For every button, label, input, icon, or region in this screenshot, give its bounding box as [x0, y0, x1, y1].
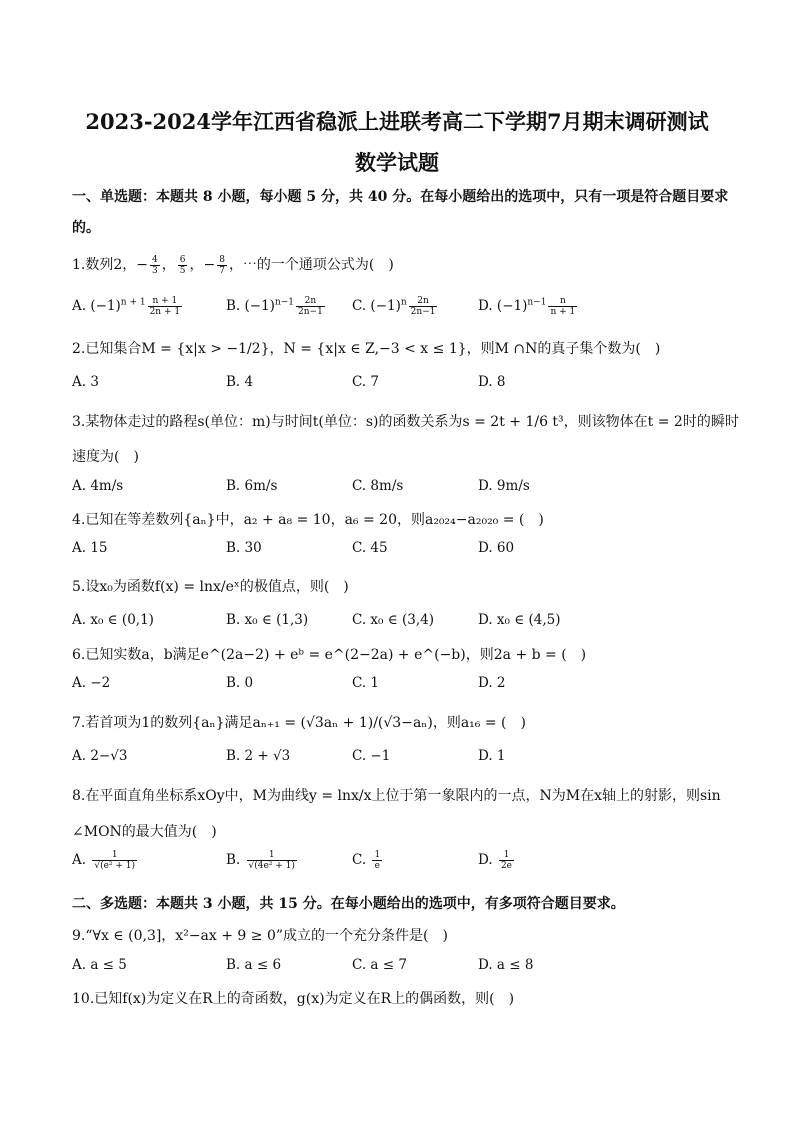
- q4-option-c[interactable]: C. 45: [352, 540, 388, 556]
- q9-option-b[interactable]: B. a ≤ 6: [226, 957, 282, 973]
- q9-option-d[interactable]: D. a ≤ 8: [478, 957, 534, 973]
- question-4-options: [72, 540, 752, 566]
- q6-option-c[interactable]: C. 1: [352, 675, 380, 691]
- q3-option-c[interactable]: C. 8m/s: [352, 478, 404, 494]
- question-1: 1.数列2，− $\frac{4}{3}$ ， $\frac{6}{5}$ ，− $\frac{8}{7}$ ，⋯的一个通项公式为( ): [72, 254, 394, 276]
- section1-heading-cont: 的。: [72, 220, 100, 236]
- q4-option-a[interactable]: A. 15: [72, 540, 108, 556]
- q6-option-d[interactable]: D. 2: [478, 675, 506, 691]
- question-2: 2.已知集合M = {x|x > −1/2}，N = {x|x ∈ Z,−3 < x ≤ 1}，则M ∩N的真子集个数为( ): [72, 341, 661, 357]
- q2-option-b[interactable]: B. 4: [226, 374, 254, 390]
- q2-option-d[interactable]: D. 8: [478, 374, 506, 390]
- question-6-options: [72, 675, 752, 701]
- question-3: 3.某物体走过的路程s(单位：m)与时间t(单位：s)的函数关系为s = 2t + 1/6 t³，则该物体在t = 2时的瞬时: [72, 414, 739, 430]
- q6-option-b[interactable]: B. 0: [226, 675, 254, 691]
- question-3-cont: 速度为( ): [72, 449, 139, 465]
- question-1-options: [72, 296, 752, 322]
- q9-option-a[interactable]: A. a ≤ 5: [72, 957, 127, 973]
- q7-option-b[interactable]: B. 2 + √3: [226, 748, 291, 764]
- question-4: 4.已知在等差数列{aₙ}中，a₂ + a₈ = 10，a₆ = 20，则a₂₀₂₄−a₂₀₂₀ = ( ): [72, 512, 544, 528]
- q6-option-a[interactable]: A. −2: [72, 675, 111, 691]
- question-8-options: [72, 850, 752, 876]
- q7-option-a[interactable]: A. 2−√3: [72, 748, 128, 764]
- q8-option-a[interactable]: A. $\frac{1}{\text{√(e² + 1)}}$: [72, 850, 136, 871]
- section2-heading: 二、多选题：本题共 3 小题，共 15 分。在每小题给出的选项中，有多项符合题目要求。: [72, 896, 625, 912]
- q3-option-d[interactable]: D. 9m/s: [478, 478, 530, 494]
- q9-option-c[interactable]: C. a ≤ 7: [352, 957, 407, 973]
- q2-option-c[interactable]: C. 7: [352, 374, 380, 390]
- question-8-cont: ∠MON的最大值为( ): [72, 824, 217, 840]
- question-3-options: [72, 478, 752, 504]
- exam-subtitle: 数学试题: [355, 150, 439, 175]
- q5-option-d[interactable]: D. x₀ ∈ (4,5): [478, 612, 561, 628]
- q2-option-a[interactable]: A. 3: [72, 374, 99, 390]
- question-8: 8.在平面直角坐标系xOy中，M为曲线y = lnx/x上位于第一象限内的一点，N为M在x轴上的射影，则sin: [72, 788, 721, 804]
- q5-option-b[interactable]: B. x₀ ∈ (1,3): [226, 612, 309, 628]
- question-10: 10.已知f(x)为定义在R上的奇函数，g(x)为定义在R上的偶函数，则( ): [72, 991, 515, 1007]
- question-2-options: [72, 374, 752, 400]
- question-5-options: [72, 612, 752, 638]
- question-9: 9.“∀x ∈ (0,3]，x²−ax + 9 ≥ 0”成立的一个充分条件是( ): [72, 928, 448, 944]
- question-9-options: [72, 957, 752, 983]
- question-7-options: [72, 748, 752, 774]
- exam-title: 2023-2024学年江西省稳派上进联考高二下学期7月期末调研测试: [85, 109, 709, 134]
- q1-option-c[interactable]: C. $(-1)^n$ $\frac{2n}{2n-1}$: [352, 296, 436, 317]
- q8-option-b[interactable]: B. $\frac{1}{\text{√(4e² + 1)}}$: [226, 850, 295, 871]
- q8-option-c[interactable]: C. $\frac{1}{e}$: [352, 850, 381, 871]
- q1-option-a[interactable]: A. $(-1)^{n + 1}$ $\frac{n + 1}{2n + 1}$: [72, 296, 181, 317]
- question-7: 7.若首项为1的数列{aₙ}满足aₙ₊₁ = (√3aₙ + 1)/(√3−aₙ)，则a₁₆ = ( ): [72, 715, 526, 731]
- q8-option-d[interactable]: D. $\frac{1}{2e}$: [478, 850, 512, 871]
- q3-option-b[interactable]: B. 6m/s: [226, 478, 278, 494]
- q7-option-d[interactable]: D. 1: [478, 748, 506, 764]
- q7-option-c[interactable]: C. −1: [352, 748, 391, 764]
- q1-option-b[interactable]: B. $(-1)^{n-1}$ $\frac{2n}{2n-1}$: [226, 296, 323, 317]
- question-6: 6.已知实数a，b满足e^(2a−2) + eᵇ = e^(2−2a) + e^(−b)，则2a + b = ( ): [72, 647, 587, 663]
- q5-option-c[interactable]: C. x₀ ∈ (3,4): [352, 612, 435, 628]
- q4-option-d[interactable]: D. 60: [478, 540, 515, 556]
- q1-option-d[interactable]: D. $(-1)^{n-1}$ $\frac{n}{n + 1}$: [478, 296, 576, 317]
- section1-heading: 一、单选题：本题共 8 小题，每小题 5 分，共 40 分。在每小题给出的选项中，只有一项是符合题目要求: [72, 189, 729, 205]
- q4-option-b[interactable]: B. 30: [226, 540, 262, 556]
- question-5: 5.设x₀为函数f(x) = lnx/eˣ的极值点，则( ): [72, 579, 349, 595]
- q5-option-a[interactable]: A. x₀ ∈ (0,1): [72, 612, 154, 628]
- q3-option-a[interactable]: A. 4m/s: [72, 478, 124, 494]
